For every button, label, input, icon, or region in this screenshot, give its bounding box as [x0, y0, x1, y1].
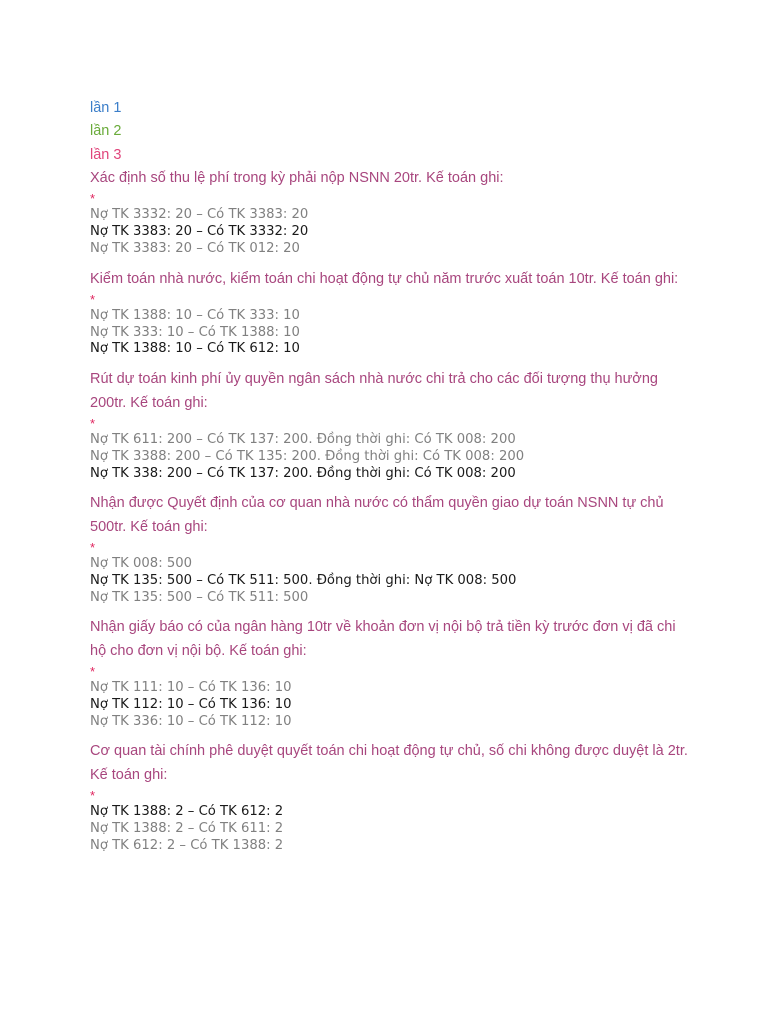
required-star: * — [90, 788, 96, 804]
question-text: Cơ quan tài chính phê duyệt quyết toán chi hoạt động tự chủ, số chi không được duyệt là 2tr. Kế toán ghi: — [90, 743, 688, 783]
answer-option: Nợ TK 612: 2 – Có TK 1388: 2 — [90, 837, 284, 853]
required-star: * — [90, 664, 96, 680]
required-star: * — [90, 292, 96, 307]
question-block — [90, 740, 690, 854]
legend-attempt-3: lần 3 — [90, 146, 122, 163]
answer-option-chosen: Nợ TK 3383: 20 – Có TK 3332: 20 — [90, 224, 309, 240]
question-text: Nhận được Quyết định của cơ quan nhà nước có thẩm quyền giao dự toán NSNN tự chủ 500tr. Kế toán ghi: — [90, 495, 664, 535]
attempt-legend — [90, 97, 690, 167]
question-block — [90, 616, 690, 730]
question-block — [90, 492, 690, 606]
answer-option: Nợ TK 1388: 2 – Có TK 611: 2 — [90, 821, 284, 837]
required-star: * — [90, 416, 96, 432]
answer-option-chosen: Nợ TK 1388: 2 – Có TK 612: 2 — [90, 804, 284, 820]
required-star: * — [90, 540, 96, 556]
answer-option: Nợ TK 611: 200 – Có TK 137: 200. Đồng thời ghi: Có TK 008: 200 — [90, 432, 516, 448]
question-block — [90, 268, 690, 359]
answer-option: Nợ TK 1388: 10 – Có TK 333: 10 — [90, 308, 300, 323]
question-text: Rút dự toán kinh phí ủy quyền ngân sách nhà nước chi trả cho các đối tượng thụ hưởng 200tr. Kế toán ghi: — [90, 371, 658, 411]
question-block — [90, 167, 690, 258]
legend-attempt-2: lần 2 — [90, 123, 122, 140]
document-page — [90, 97, 690, 865]
answer-option: Nợ TK 336: 10 – Có TK 112: 10 — [90, 713, 292, 729]
answer-option: Nợ TK 3388: 200 – Có TK 135: 200. Đồng thời ghi: Có TK 008: 200 — [90, 448, 525, 464]
question-text: Xác định số thu lệ phí trong kỳ phải nộp NSNN 20tr. Kế toán ghi: — [90, 169, 504, 186]
answer-option-chosen: Nợ TK 135: 500 – Có TK 511: 500. Đồng thời ghi: Nợ TK 008: 500 — [90, 572, 517, 588]
legend-attempt-1: lần 1 — [90, 100, 122, 116]
answer-option: Nợ TK 008: 500 — [90, 556, 192, 572]
question-text: Nhận giấy báo có của ngân hàng 10tr về khoản đơn vị nội bộ trả tiền kỳ trước đơn vị đã chi hộ cho đơn vị nội bộ. Kế toán ghi: — [90, 619, 676, 659]
required-star: * — [90, 191, 96, 207]
answer-option: Nợ TK 333: 10 – Có TK 1388: 10 — [90, 324, 300, 340]
question-text: Kiểm toán nhà nước, kiểm toán chi hoạt động tự chủ năm trước xuất toán 10tr. Kế toán ghi: — [90, 270, 679, 287]
answer-option: Nợ TK 3383: 20 – Có TK 012: 20 — [90, 240, 300, 256]
answer-option: Nợ TK 135: 500 – Có TK 511: 500 — [90, 589, 309, 605]
question-block — [90, 368, 690, 482]
answer-option-chosen: Nợ TK 112: 10 – Có TK 136: 10 — [90, 697, 292, 713]
answer-option-chosen: Nợ TK 338: 200 – Có TK 137: 200. Đồng thời ghi: Có TK 008: 200 — [90, 465, 516, 481]
question-list — [90, 167, 690, 855]
answer-option-chosen: Nợ TK 1388: 10 – Có TK 612: 10 — [90, 341, 300, 357]
answer-option: Nợ TK 3332: 20 – Có TK 3383: 20 — [90, 207, 309, 223]
answer-option: Nợ TK 111: 10 – Có TK 136: 10 — [90, 680, 292, 696]
